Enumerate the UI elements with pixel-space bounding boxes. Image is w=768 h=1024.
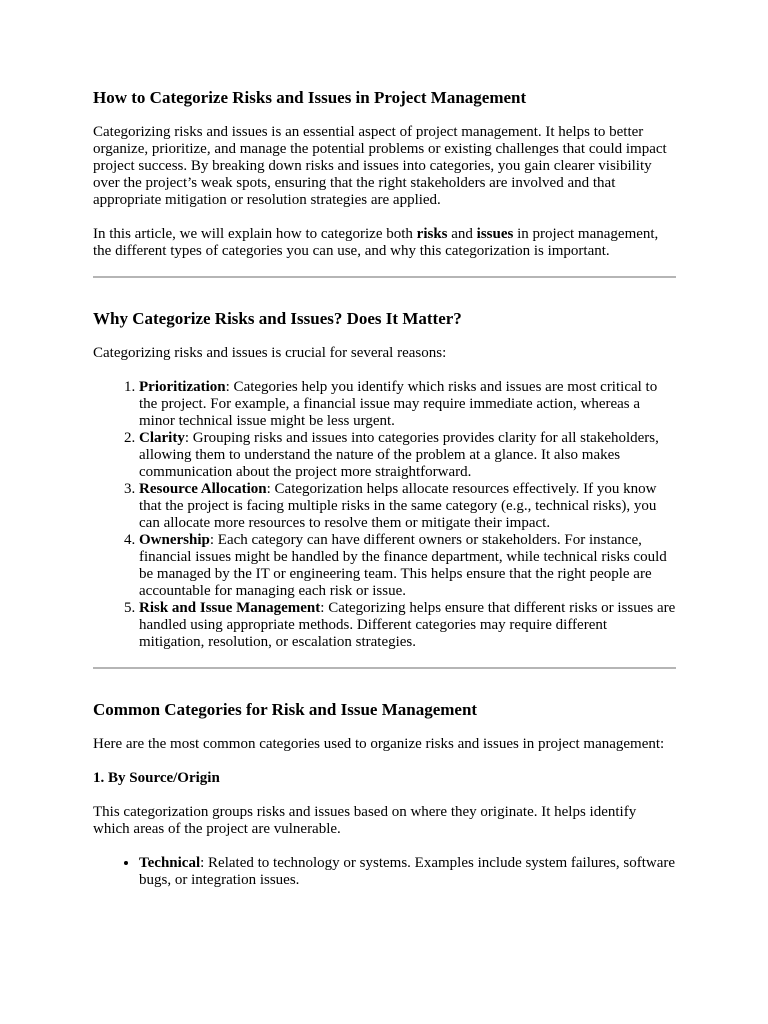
list-item-term: Prioritization	[139, 379, 226, 395]
list-item-text: : Grouping risks and issues into categories provides clarity for all stakeholders, allowing them to understand the nature of the problem at a glance. It also makes communication about the project more straightforward.	[139, 430, 659, 480]
list-item-text: : Each category can have different owners or stakeholders. For instance, financial issues might be handled by the finance department, while technical risks could be managed by the IT or engineering team. This helps ensure that the right people are accountable for managing each risk or issue.	[139, 532, 667, 599]
intro2-bold-risks: risks	[416, 226, 448, 242]
why-heading: Why Categorize Risks and Issues? Does It Matter?	[93, 309, 462, 328]
intro2-mid: and	[447, 226, 477, 242]
intro2-before: In this article, we will explain how to categorize both	[93, 226, 417, 242]
page-title: How to Categorize Risks and Issues in Project Management	[93, 88, 527, 107]
list-item-term: Risk and Issue Management	[139, 600, 321, 616]
why-list	[93, 379, 676, 651]
why-lead: Categorizing risks and issues is crucial for several reasons:	[93, 345, 447, 361]
list-item-text: : Categorization helps allocate resources effectively. If you know that the project is facing multiple risks in the same category (e.g., technical risks), you can allocate more resources to resolve them or mitigate their impact.	[139, 481, 657, 531]
list-item	[139, 481, 676, 532]
list-item	[139, 600, 676, 651]
list-item-term: Ownership	[139, 532, 210, 548]
list-item-text: : Related to technology or systems. Examples include system failures, software bugs, or integration issues.	[139, 855, 676, 888]
list-item-text: : Categories help you identify which risks and issues are most critical to the project. For example, a financial issue may require immediate action, whereas a minor technical issue might be less urgent.	[139, 379, 658, 429]
source-subheading: 1. By Source/Origin	[93, 770, 220, 786]
intro2-after: in project management, the different types of categories you can use, and why this categorization is important.	[93, 226, 659, 259]
source-bullet-list	[93, 855, 676, 889]
list-item	[139, 430, 676, 481]
list-item	[139, 379, 676, 430]
list-item-term: Resource Allocation	[139, 481, 267, 497]
article-body	[93, 88, 676, 889]
intro2-bold-issues: issues	[476, 226, 514, 242]
list-item	[139, 532, 676, 600]
intro-paragraph: Categorizing risks and issues is an essential aspect of project management. It helps to better organize, prioritize, and manage the potential problems or existing challenges that could impact project success. By breaking down risks and issues into categories, you gain clearer visibility over the project’s weak spots, ensuring that the right stakeholders are involved and that appropriate mitigation or resolution strategies are applied.	[93, 124, 667, 208]
source-lead: This categorization groups risks and issues based on where they originate. It helps identify which areas of the project are vulnerable.	[93, 804, 637, 837]
common-heading: Common Categories for Risk and Issue Management	[93, 700, 478, 719]
list-item-text: : Categorizing helps ensure that different risks or issues are handled using appropriate methods. Different categories may require different mitigation, resolution, or escalation strategies.	[139, 600, 676, 650]
list-item-term: Technical	[139, 855, 201, 871]
list-item	[139, 855, 676, 889]
common-lead: Here are the most common categories used to organize risks and issues in project management:	[93, 736, 665, 752]
section-divider	[93, 276, 676, 278]
intro-paragraph-2	[93, 226, 676, 260]
list-item-term: Clarity	[139, 430, 185, 446]
section-divider	[93, 667, 676, 669]
